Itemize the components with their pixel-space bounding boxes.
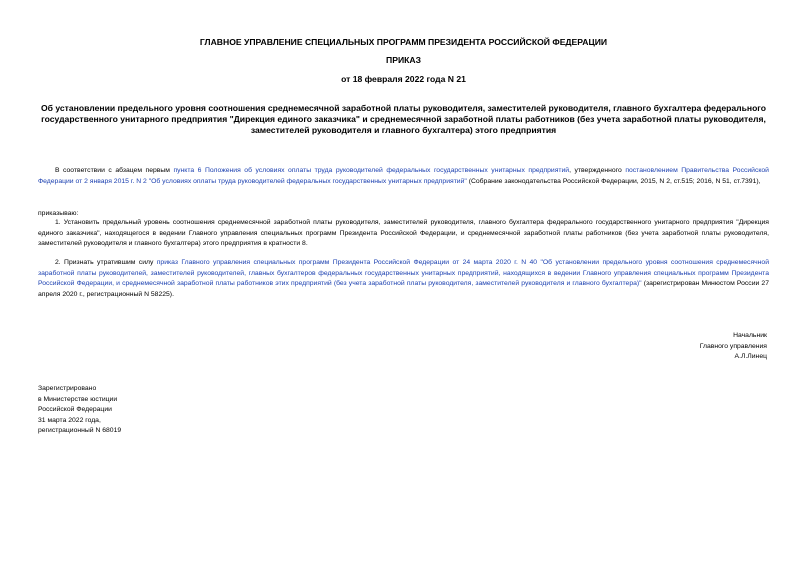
document-type: ПРИКАЗ — [386, 55, 421, 65]
repealed-order-link[interactable]: приказ Главного управления специальных программ Президента Российской Федерации от 24 марта 2020 г. N 40 "Об установлении предельного уровня соотношения среднемесячной заработной платы руководителей, заместителей руководителей, главных бухгалтеров федеральных государственных унитарных предприятий, находящихся в ведении Главного управления специальных программ Президента Российской Федерации, и среднемесячной заработной платы работников этих предприятий (без учета заработной платы руководителя, заместителей руководителя и главного бухгалтера)" — [38, 259, 769, 287]
government-decree-link[interactable]: постановлением Правительства Российской Федерации от 2 января 2015 г. N 2 "Об условиях оплаты труда руководителей федеральных государственных унитарных предприятий" — [38, 167, 769, 185]
order-word: приказываю: — [38, 210, 79, 217]
basis-text-after: (Собрание законодательства Российской Федерации, 2015, N 2, ст.515; 2016, N 51, ст.7391), — [466, 177, 761, 185]
item2-text-after: (зарегистрирован Минюстом России 27 апреля 2020 г., регистрационный N 58225). — [38, 280, 769, 298]
registration-line1: Зарегистрировано — [38, 385, 97, 392]
signer-name: А.Л.Линец — [734, 353, 767, 360]
issuing-organization: ГЛАВНОЕ УПРАВЛЕНИЕ СПЕЦИАЛЬНЫХ ПРОГРАММ ПРЕЗИДЕНТА РОССИЙСКОЙ ФЕДЕРАЦИИ — [199, 37, 608, 47]
order-item-1: 1. Установить предельный уровень соотношения среднемесячной заработной платы руководителя, заместителей руководителя, главного бухгалтера федерального государственного унитарного предприятия "Дирекция единого заказчика", находящегося в ведении Главного управления специальных программ Президента Российской Федерации, и среднемесячной заработной платы работников (без учета заработной платы руководителя, заместителей руководителя и главного бухгалтера) этого предприятия в кратности 8. — [38, 219, 769, 247]
signer-position-line2: Главного управления — [699, 342, 767, 350]
signer-position-line1: Начальник — [733, 332, 767, 339]
basis-text-middle: , утвержденного — [569, 167, 626, 174]
registration-block — [38, 384, 258, 437]
registration-date: 31 марта 2022 года, — [38, 416, 101, 424]
signature-block — [607, 331, 767, 363]
registration-number: регистрационный N 68019 — [38, 427, 122, 434]
basis-text-before: В соответствии с абзацем первым — [55, 167, 174, 174]
document-title: Об установлении предельного уровня соотношения среднемесячной заработной платы руководителя, заместителей руководителя, главного бухгалтера федерального государственного унитарного предприятия "Дирекция единого заказчика" и среднемесячной заработной платы работников (без учета заработной платы руководителя, заместителей руководителя и главного бухгалтера) этого предприятия — [40, 103, 767, 135]
regulation-link[interactable]: пункта 6 Положения об условиях оплаты труда руководителей федеральных государственных унитарных предприятий — [173, 167, 570, 174]
document-date: от 18 февраля 2022 года N 21 — [341, 74, 466, 84]
order-item-2 — [38, 258, 769, 300]
registration-line3: Российской Федерации — [38, 406, 112, 413]
item2-text-before: 2. Признать утратившим силу — [55, 259, 157, 266]
basis-paragraph — [38, 166, 769, 187]
registration-line2: в Министерстве юстиции — [38, 395, 118, 403]
